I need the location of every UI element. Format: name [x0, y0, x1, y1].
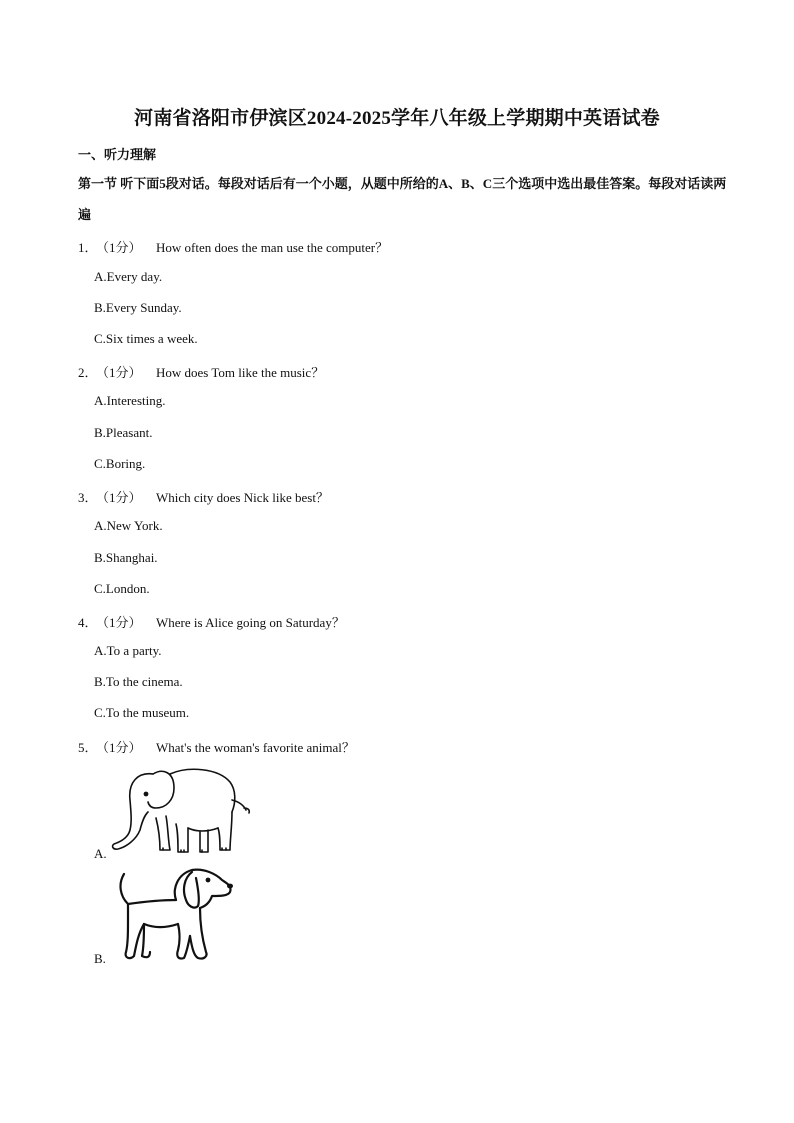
option-4a: A.To a party. [94, 643, 162, 658]
section-instruction: 第一节 听下面5段对话。每段对话后有一个小题，从题中所给的A、B、C三个选项中选出最佳答案。每段对话读两遍 [78, 176, 727, 222]
question-number: 2． [78, 365, 98, 380]
option-1b: B.Every Sunday. [94, 300, 182, 315]
question-score: （1分） [96, 740, 142, 755]
question-score: （1分） [96, 490, 142, 505]
option-1a: A.Every day. [94, 269, 163, 284]
option-5b: B. [94, 951, 106, 966]
question-number: 4． [78, 615, 98, 630]
question-2 [78, 362, 324, 381]
question-score: （1分） [96, 615, 142, 630]
question-text: How does Tom like the music？ [156, 365, 325, 380]
question-3 [78, 487, 329, 506]
question-text: Which city does Nick like best？ [156, 490, 329, 505]
question-score: （1分） [96, 365, 142, 380]
option-3c: C.London. [94, 581, 150, 596]
question-text: How often does the man use the computer？ [156, 240, 389, 255]
question-5 [78, 737, 355, 756]
option-2a: A.Interesting. [94, 393, 166, 408]
option-2b: B.Pleasant. [94, 425, 153, 440]
section-heading: 一、听力理解 [78, 147, 157, 162]
option-5a: A. [94, 846, 107, 861]
option-3b: B.Shanghai. [94, 550, 158, 565]
option-3a: A.New York. [94, 518, 163, 533]
option-4b: B.To the cinema. [94, 674, 183, 689]
dog-icon [112, 866, 238, 966]
option-4c: C.To the museum. [94, 705, 190, 720]
question-1 [78, 237, 388, 256]
question-number: 1． [78, 240, 98, 255]
question-4 [78, 612, 345, 631]
question-score: （1分） [96, 240, 142, 255]
page-title: 河南省洛阳市伊滨区2024-2025学年八年级上学期期中英语试卷 [134, 108, 660, 129]
question-text: What's the woman's favorite animal？ [156, 740, 355, 755]
question-number: 3． [78, 490, 98, 505]
elephant-icon [108, 762, 253, 862]
option-1c: C.Six times a week. [94, 331, 198, 346]
question-text: Where is Alice going on Saturday？ [156, 615, 345, 630]
option-2c: C.Boring. [94, 456, 146, 471]
question-number: 5． [78, 740, 98, 755]
